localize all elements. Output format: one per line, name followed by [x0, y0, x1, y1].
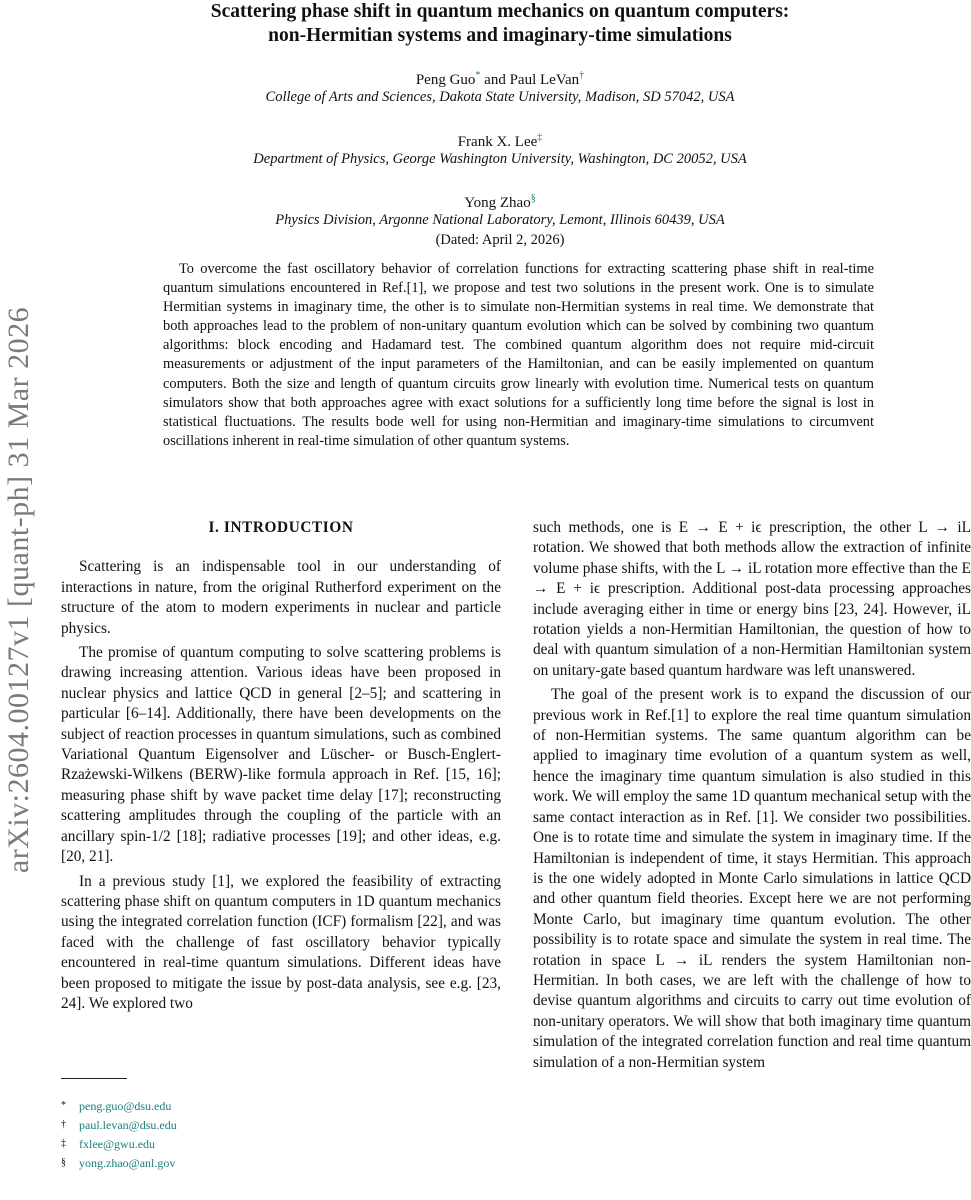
author-mark[interactable]: ‡ — [537, 132, 543, 143]
author-line-2 — [60, 129, 940, 151]
right-column — [533, 518, 971, 1073]
author-name: and Paul LeVan — [480, 72, 580, 88]
footnote — [61, 1117, 177, 1133]
section-heading: I. INTRODUCTION — [208, 519, 354, 536]
footnote — [61, 1136, 155, 1152]
paragraph: such methods, one is E → E + iϵ prescription, the other L → iL rotation. We showed that both methods allow the extraction of infinite volume phase shifts, with the L → iL rotation more effective than the E → E + iϵ prescription. Additional post-data processing approaches include averaging either in time or energy bins [23, 24]. However, iL rotation yields a non-Hermitian Hamiltonian, the question of how to deal with quantum simulation of a non-Hermitian Hamiltonian system on unitary-gate based quantum hardware was left unanswered. — [533, 519, 971, 679]
paragraph: The goal of the present work is to expand the discussion of our previous work in Ref.[1] to explore the real time quantum simulation of non-Hermitian systems. The same quantum algorithm can be applied to imaginary time evolution of a quantum system as well, hence the imaginary time quantum simulation is also studied in this work. We will employ the same 1D quantum mechanical setup with the same contact interaction as in Ref. [1]. We consider two possibilities. One is to rotate time and simulate the system in imaginary time. If the Hamiltonian is independent of time, it stays Hermitian. This approach is the one widely adopted in Monte Carlo simulations in lattice QCD and other quantum field theories. Except here we are not performing Monte Carlo, but imaginary time quantum evolution. The other possibility is to rotate space and simulate the system in real time. The rotation in space L → iL renders the system Hamiltonian non-Hermitian. In both cases, we are left with the challenge of how to devise quantum algorithms and circuits to carry out time evolution of non-unitary operators. We will show that both imaginary time quantum simulation of the integrated correlation function and real time quantum simulation of a non-Hermitian system — [533, 686, 971, 1071]
paragraph: Scattering is an indispensable tool in our understanding of interactions in nature, from the original Rutherford experiment on the structure of the atom to modern experiments in nuclear and particle physics. — [61, 558, 501, 637]
arxiv-sidebar — [0, 270, 38, 910]
paragraph: The promise of quantum computing to solve scattering problems is drawing increasing attention. Various ideas have been proposed in nuclear physics and lattice QCD in general [2–5]; and scattering in particular [6–14]. Additionally, there have been developments on the subject of reaction processes in quantum simulations, such as combined Variational Quantum Eigensolver and Lüscher- or Busch-Englert-Rzażewski-Wilkens (BERW)-like formula approach in Ref. [15, 16]; measuring phase shift by wave packet time delay [17]; reconstructing scattering amplitudes through the coupling of the particle with an ancillary spin-1/2 [18]; radiative processes [19]; and other ideas, e.g. [20, 21]. — [61, 644, 501, 866]
footnote-mark: * — [61, 1100, 66, 1111]
footnote-mark: ‡ — [61, 1138, 66, 1149]
footnote — [61, 1155, 175, 1171]
author-line-1 — [60, 67, 940, 89]
email-link[interactable]: paul.levan@dsu.edu — [79, 1118, 177, 1132]
footnote-rule — [61, 1078, 127, 1079]
author-mark[interactable]: † — [579, 70, 585, 81]
email-link[interactable]: peng.guo@dsu.edu — [79, 1099, 172, 1113]
author-mark[interactable]: § — [530, 193, 536, 204]
email-link[interactable]: fxlee@gwu.edu — [79, 1137, 156, 1151]
title-line-2: non-Hermitian systems and imaginary-time simulations — [268, 25, 732, 46]
affiliation-gwu: Department of Physics, George Washington University, Washington, DC 20052, USA — [253, 151, 747, 167]
email-link[interactable]: yong.zhao@anl.gov — [79, 1156, 176, 1170]
author-line-3 — [60, 190, 940, 212]
arxiv-identifier: arXiv:2604.00127v1 [quant-ph] 31 Mar 2026 — [2, 306, 35, 874]
author-mark[interactable]: * — [475, 70, 481, 81]
footnote — [61, 1098, 171, 1114]
abstract: To overcome the fast oscillatory behavior of correlation functions for extracting scattering phase shift in real-time quantum simulations encountered in Ref.[1], we propose and test two solutions in the present work. One is to simulate Hermitian systems in imaginary time, the other is to simulate non-Hermitian systems in real time. We demonstrate that both approaches lead to the problem of non-unitary quantum evolution which can be solved by combining two quantum algorithms: block encoding and Hadamard test. The combined quantum algorithm does not require mid-circuit measurements or adjustment of the input parameters of the Hamiltonian, and can be easily implemented on quantum computers. Both the size and length of quantum circuits grow linearly with evolution time. Numerical tests on quantum simulators show that both approaches agree with exact solutions for a sufficiently long time before the signal is lost in statistical fluctuations. The results bode well for using non-Hermitian and imaginary-time simulations to circumvent oscillations inherent in real-time simulation of other quantum systems. — [163, 261, 874, 449]
title-line-1: Scattering phase shift in quantum mechanics on quantum computers: — [210, 1, 790, 22]
author-name: Frank X. Lee — [457, 134, 538, 150]
footnote-mark: † — [61, 1119, 66, 1130]
author-name: Yong Zhao — [464, 195, 531, 211]
affiliation-dsu: College of Arts and Sciences, Dakota State University, Madison, SD 57042, USA — [265, 89, 735, 105]
author-name: Peng Guo — [415, 72, 476, 88]
dated-line: (Dated: April 2, 2026) — [435, 232, 565, 248]
footnote-mark: § — [61, 1157, 66, 1168]
paper-title — [60, 0, 940, 48]
paragraph: In a previous study [1], we explored the feasibility of extracting scattering phase shift on quantum computers in 1D quantum mechanics using the integrated correlation function (ICF) formalism [22], and was faced with the challenge of fast oscillatory behavior typically encountered in real-time quantum simulations. Different ideas have been proposed to mitigate the issue by post-data analysis, see e.g. [23, 24]. We explored two — [61, 872, 501, 1012]
affiliation-anl: Physics Division, Argonne National Laboratory, Lemont, Illinois 60439, USA — [275, 212, 725, 228]
left-column — [61, 518, 501, 1014]
